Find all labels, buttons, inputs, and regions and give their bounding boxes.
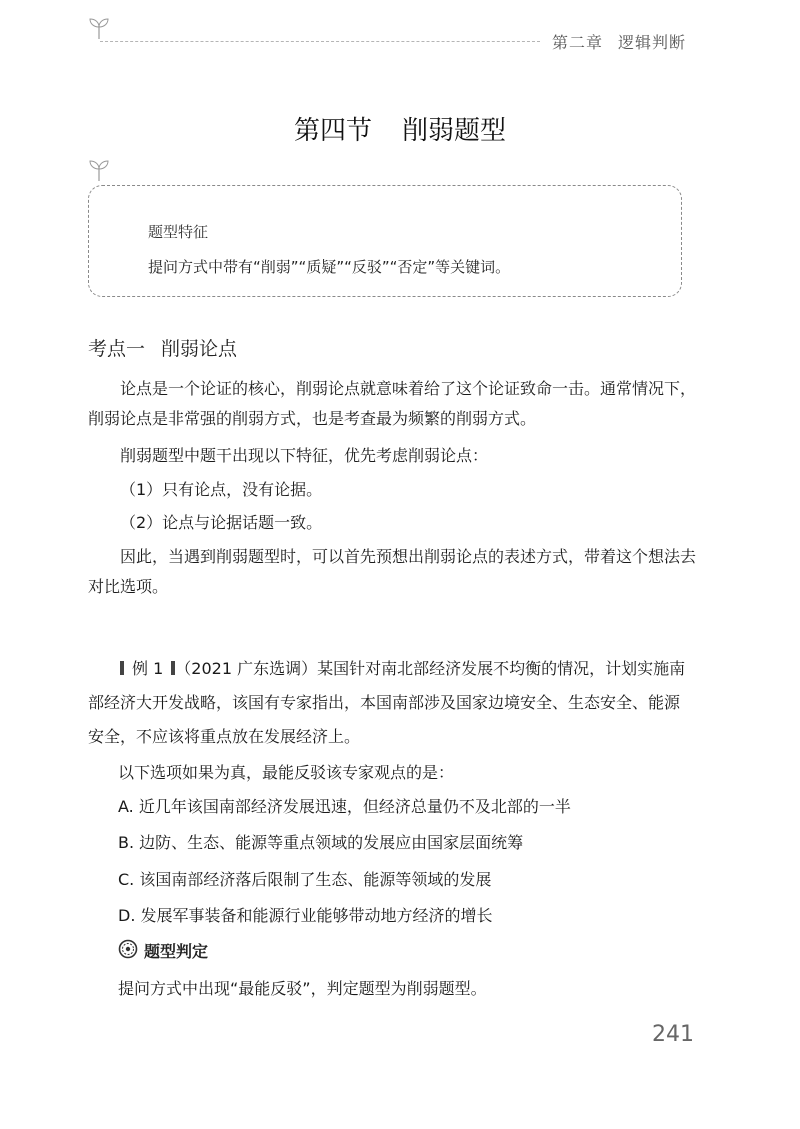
example-question — [88, 652, 692, 754]
example-tag: 例 1 — [132, 659, 164, 678]
option-a: A. 近几年该国南部经济发展迅速，但经济总量仍不及北部的一半 — [118, 797, 571, 816]
section-number: 第四节 — [293, 116, 372, 146]
judgment-text: 提问方式中出现“最能反驳”，判定题型为削弱题型。 — [118, 979, 487, 998]
list-item: （1）只有论点，没有论据。 — [120, 480, 323, 499]
option-b: B. 边防、生态、能源等重点领域的发展应由国家层面统筹 — [118, 833, 524, 852]
judgment-heading: 题型判定 — [144, 942, 209, 961]
option-d: D. 发展军事装备和能源行业能够带动地方经济的增长 — [118, 906, 493, 925]
option-c: C. 该国南部经济落后限制了生态、能源等领域的发展 — [118, 870, 492, 889]
example-text: （2021 广东选调）某国针对南北部经济发展不均衡的情况，计划实施南部经济大开发战略，该国有专家指出，本国南部涉及国家边境安全、生态安全、能源安全，不应该将重点放在发展经济上。 — [88, 659, 686, 746]
paragraph: 论点是一个论证的核心，削弱论点就意味着给了这个论证致命一击。通常情况下，削弱论点是非常强的削弱方式，也是考查最为频繁的削弱方式。 — [88, 379, 697, 428]
paragraph: 削弱题型中题干出现以下特征，优先考虑削弱论点： — [120, 446, 489, 465]
compass-icon — [118, 939, 138, 959]
list-item: （2）论点与论据话题一致。 — [120, 513, 323, 532]
key-point-heading — [88, 334, 237, 361]
question-stem: 以下选项如果为真，最能反驳该专家观点的是： — [118, 763, 455, 782]
section-name: 削弱题型 — [402, 116, 507, 146]
paragraph: 因此，当遇到削弱题型时，可以首先预想出削弱论点的表述方式，带着这个想法去对比选项。 — [88, 547, 697, 596]
key-point-title: 削弱论点 — [161, 338, 238, 360]
header-rule — [100, 41, 540, 42]
section-title — [0, 110, 800, 147]
page-number: 241 — [652, 1022, 694, 1047]
bracket-left-icon — [120, 661, 124, 675]
sprout-icon — [88, 156, 110, 182]
key-point-number: 考点一 — [88, 338, 146, 360]
feature-text: 提问方式中带有“削弱”“质疑”“反驳”“否定”等关键词。 — [148, 258, 511, 276]
feature-label: 题型特征 — [148, 223, 209, 241]
chapter-topic: 逻辑判断 — [618, 33, 687, 52]
sprout-icon — [88, 14, 110, 40]
chapter-label: 第二章 — [552, 33, 604, 52]
